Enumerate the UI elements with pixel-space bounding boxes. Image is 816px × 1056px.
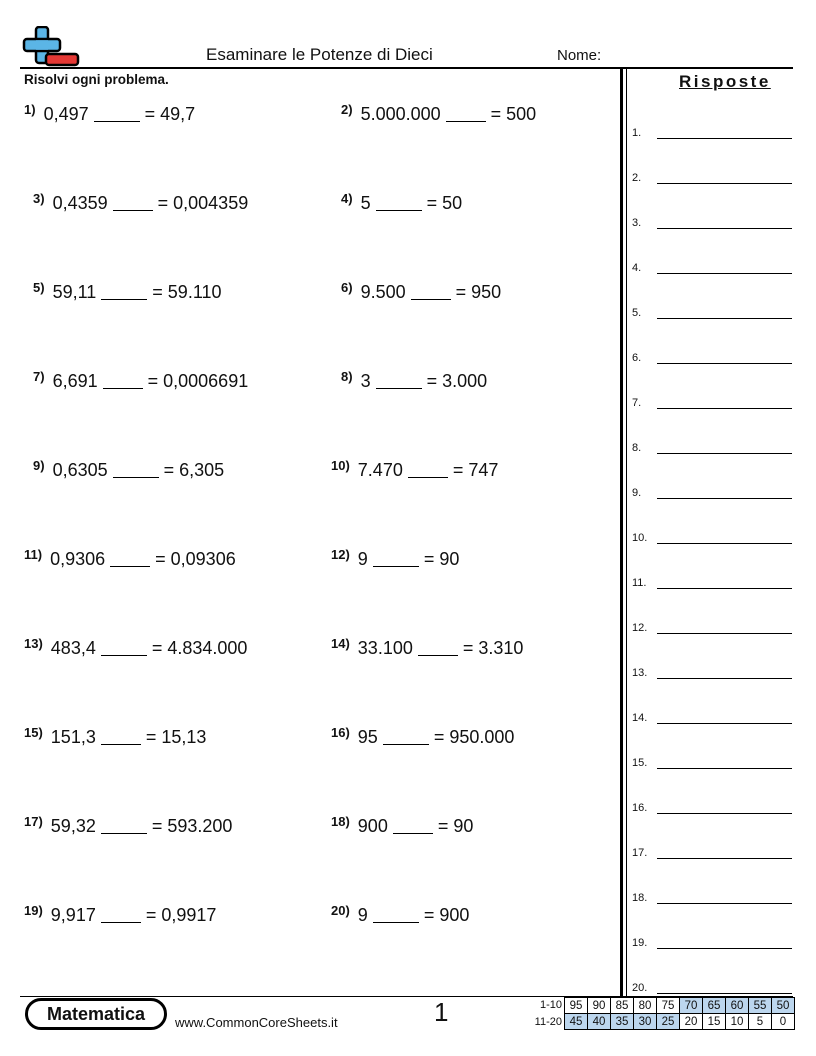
problem-number: 5) xyxy=(33,280,45,295)
problem-left-value: 0,4359 xyxy=(52,193,108,213)
problem-number: 7) xyxy=(33,369,45,384)
answer-line[interactable] xyxy=(632,303,792,319)
answer-blank xyxy=(101,729,141,745)
problem-15 xyxy=(24,727,206,748)
problem-right-value: = 593.200 xyxy=(151,816,233,836)
problem-right-value: = 950 xyxy=(455,282,502,302)
answer-label: 6. xyxy=(632,352,642,364)
answer-underline xyxy=(657,633,792,634)
problem-4 xyxy=(341,193,462,214)
score-row-label: 1-10 xyxy=(539,999,562,1011)
answer-underline xyxy=(657,363,792,364)
answer-line[interactable] xyxy=(632,933,792,949)
score-cell: 10 xyxy=(726,1014,749,1030)
answer-line[interactable] xyxy=(632,348,792,364)
answer-underline xyxy=(657,543,792,544)
problem-10 xyxy=(331,460,498,481)
problem-left-value: 5.000.000 xyxy=(360,104,441,124)
answer-blank xyxy=(383,729,429,745)
score-cell: 65 xyxy=(703,998,726,1014)
problem-left-value: 9,917 xyxy=(50,905,96,925)
problem-left-value: 483,4 xyxy=(50,638,96,658)
answer-blank xyxy=(373,907,419,923)
page-number: 1 xyxy=(434,997,449,1027)
problem-7 xyxy=(33,371,248,392)
problem-right-value: = 50 xyxy=(426,193,463,213)
answer-label: 12. xyxy=(632,622,648,634)
problem-number: 4) xyxy=(341,191,353,206)
answer-label: 16. xyxy=(632,802,648,814)
problem-right-value: = 500 xyxy=(490,104,537,124)
problem-8 xyxy=(341,371,487,392)
score-cell: 50 xyxy=(772,998,795,1014)
site-url: www.CommonCoreSheets.it xyxy=(175,1015,338,1030)
problem-number: 19) xyxy=(24,903,43,918)
answer-underline xyxy=(657,183,792,184)
problem-left-value: 59,11 xyxy=(52,282,97,302)
answer-blank xyxy=(101,284,147,300)
problem-right-value: = 90 xyxy=(423,549,460,569)
problem-right-value: = 747 xyxy=(452,460,499,480)
problem-left-value: 5 xyxy=(360,193,371,213)
answer-line[interactable] xyxy=(632,213,792,229)
answer-line[interactable] xyxy=(632,438,792,454)
answer-blank xyxy=(393,818,433,834)
answer-underline xyxy=(657,408,792,409)
answer-line[interactable] xyxy=(632,258,792,274)
score-table xyxy=(564,997,795,1030)
answer-label: 8. xyxy=(632,442,642,454)
problem-1 xyxy=(24,104,195,125)
answer-label: 10. xyxy=(632,532,648,544)
problem-right-value: = 6,305 xyxy=(163,460,225,480)
answer-line[interactable] xyxy=(632,798,792,814)
header-divider xyxy=(20,67,793,69)
answer-blank xyxy=(94,106,140,122)
problem-number: 14) xyxy=(331,636,350,651)
answer-label: 20. xyxy=(632,982,648,994)
answer-line[interactable] xyxy=(632,393,792,409)
score-cell: 25 xyxy=(657,1014,680,1030)
answers-title: Risposte xyxy=(679,72,771,91)
answer-underline xyxy=(657,228,792,229)
score-row-2 xyxy=(565,1014,795,1030)
answer-blank xyxy=(101,907,141,923)
problem-number: 8) xyxy=(341,369,353,384)
answer-underline xyxy=(657,138,792,139)
answer-label: 3. xyxy=(632,217,642,229)
name-label: Nome: xyxy=(557,47,602,64)
answer-blank xyxy=(103,373,143,389)
problem-left-value: 9.500 xyxy=(360,282,406,302)
answer-underline xyxy=(657,273,792,274)
problem-left-value: 7.470 xyxy=(357,460,403,480)
problem-6 xyxy=(341,282,501,303)
score-cell: 55 xyxy=(749,998,772,1014)
answer-underline xyxy=(657,678,792,679)
answer-line[interactable] xyxy=(632,843,792,859)
problem-left-value: 59,32 xyxy=(50,816,96,836)
answer-label: 2. xyxy=(632,172,642,184)
answer-line[interactable] xyxy=(632,888,792,904)
answer-label: 17. xyxy=(632,847,648,859)
answer-underline xyxy=(657,498,792,499)
answer-underline xyxy=(657,813,792,814)
answer-line[interactable] xyxy=(632,978,792,994)
score-cell: 20 xyxy=(680,1014,703,1030)
problem-left-value: 151,3 xyxy=(50,727,96,747)
problem-left-value: 95 xyxy=(357,727,378,747)
answer-label: 9. xyxy=(632,487,642,499)
problem-right-value: = 900 xyxy=(423,905,470,925)
score-cell: 45 xyxy=(565,1014,588,1030)
plus-minus-logo-icon xyxy=(22,26,80,68)
answer-blank xyxy=(376,195,422,211)
problem-13 xyxy=(24,638,247,659)
answer-label: 5. xyxy=(632,307,642,319)
score-cell: 30 xyxy=(634,1014,657,1030)
answer-blank xyxy=(101,818,147,834)
problem-number: 13) xyxy=(24,636,43,651)
answer-label: 19. xyxy=(632,937,648,949)
score-cell: 5 xyxy=(749,1014,772,1030)
answer-underline xyxy=(657,948,792,949)
answer-label: 1. xyxy=(632,127,642,139)
answer-underline xyxy=(657,768,792,769)
problem-right-value: = 3.310 xyxy=(462,638,524,658)
score-cell: 75 xyxy=(657,998,680,1014)
score-row-1 xyxy=(565,998,795,1014)
problem-2 xyxy=(341,104,536,125)
answer-blank xyxy=(411,284,451,300)
problem-right-value: = 0,004359 xyxy=(157,193,249,213)
problem-number: 15) xyxy=(24,725,43,740)
problem-17 xyxy=(24,816,232,837)
answer-label: 18. xyxy=(632,892,648,904)
worksheet-title: Esaminare le Potenze di Dieci xyxy=(206,45,433,64)
problem-number: 2) xyxy=(341,102,353,117)
answer-underline xyxy=(657,453,792,454)
problem-right-value: = 15,13 xyxy=(145,727,207,747)
problem-number: 18) xyxy=(331,814,350,829)
problem-number: 10) xyxy=(331,458,350,473)
answer-line[interactable] xyxy=(632,573,792,589)
brand-badge: Matematica xyxy=(25,998,167,1030)
problem-number: 11) xyxy=(24,547,43,562)
problem-right-value: = 3.000 xyxy=(426,371,488,391)
score-row-label: 11-20 xyxy=(534,1016,562,1028)
problem-left-value: 900 xyxy=(357,816,388,836)
answer-label: 13. xyxy=(632,667,648,679)
instructions: Risolvi ogni problema. xyxy=(24,72,169,87)
problem-right-value: = 4.834.000 xyxy=(151,638,248,658)
problem-16 xyxy=(331,727,514,748)
problem-number: 3) xyxy=(33,191,45,206)
answer-line[interactable] xyxy=(632,663,792,679)
problem-right-value: = 59.110 xyxy=(152,282,222,302)
answer-underline xyxy=(657,993,792,994)
answer-line[interactable] xyxy=(632,528,792,544)
problem-9 xyxy=(33,460,224,481)
problem-left-value: 9 xyxy=(357,549,368,569)
answer-line[interactable] xyxy=(632,483,792,499)
problem-right-value: = 950.000 xyxy=(433,727,515,747)
answer-line[interactable] xyxy=(632,123,792,139)
answer-blank xyxy=(113,462,159,478)
score-cell: 80 xyxy=(634,998,657,1014)
answer-underline xyxy=(657,903,792,904)
problem-3 xyxy=(33,193,248,214)
problem-right-value: = 0,0006691 xyxy=(147,371,249,391)
problem-number: 16) xyxy=(331,725,350,740)
problem-number: 12) xyxy=(331,547,350,562)
score-cell: 85 xyxy=(611,998,634,1014)
problem-19 xyxy=(24,905,216,926)
problem-left-value: 6,691 xyxy=(52,371,98,391)
problem-20 xyxy=(331,905,469,926)
problem-left-value: 9 xyxy=(357,905,368,925)
problem-left-value: 0,497 xyxy=(43,104,89,124)
answer-blank xyxy=(373,551,419,567)
answer-underline xyxy=(657,723,792,724)
problem-12 xyxy=(331,549,459,570)
problem-number: 9) xyxy=(33,458,45,473)
answer-line[interactable] xyxy=(632,618,792,634)
problem-right-value: = 49,7 xyxy=(144,104,196,124)
answer-label: 14. xyxy=(632,712,648,724)
answer-line[interactable] xyxy=(632,753,792,769)
answer-blank xyxy=(418,640,458,656)
problem-left-value: 0,9306 xyxy=(50,549,106,569)
answer-column-divider-thin xyxy=(626,67,627,997)
problem-number: 6) xyxy=(341,280,353,295)
score-cell: 95 xyxy=(565,998,588,1014)
problem-left-value: 3 xyxy=(360,371,371,391)
answer-label: 4. xyxy=(632,262,642,274)
answer-line[interactable] xyxy=(632,168,792,184)
score-cell: 60 xyxy=(726,998,749,1014)
problem-11 xyxy=(24,549,236,570)
score-cell: 40 xyxy=(588,1014,611,1030)
problem-18 xyxy=(331,816,473,837)
answer-underline xyxy=(657,588,792,589)
answer-label: 15. xyxy=(632,757,648,769)
score-cell: 15 xyxy=(703,1014,726,1030)
answer-blank xyxy=(101,640,147,656)
problem-right-value: = 0,9917 xyxy=(145,905,217,925)
problem-right-value: = 90 xyxy=(437,816,474,836)
problem-left-value: 0,6305 xyxy=(52,460,108,480)
answer-blank xyxy=(446,106,486,122)
score-cell: 35 xyxy=(611,1014,634,1030)
problem-right-value: = 0,09306 xyxy=(155,549,236,569)
problem-number: 1) xyxy=(24,102,36,117)
score-cell: 0 xyxy=(772,1014,795,1030)
answer-column-divider xyxy=(620,67,623,997)
problem-5 xyxy=(33,282,222,303)
answer-blank xyxy=(408,462,448,478)
answer-blank xyxy=(376,373,422,389)
answer-underline xyxy=(657,318,792,319)
answer-blank xyxy=(113,195,153,211)
problem-14 xyxy=(331,638,523,659)
answer-label: 7. xyxy=(632,397,642,409)
problem-number: 20) xyxy=(331,903,350,918)
score-cell: 70 xyxy=(680,998,703,1014)
score-cell: 90 xyxy=(588,998,611,1014)
answer-line[interactable] xyxy=(632,708,792,724)
answer-label: 11. xyxy=(632,577,647,589)
answer-underline xyxy=(657,858,792,859)
answer-blank xyxy=(110,551,150,567)
problem-number: 17) xyxy=(24,814,43,829)
problem-left-value: 33.100 xyxy=(357,638,413,658)
